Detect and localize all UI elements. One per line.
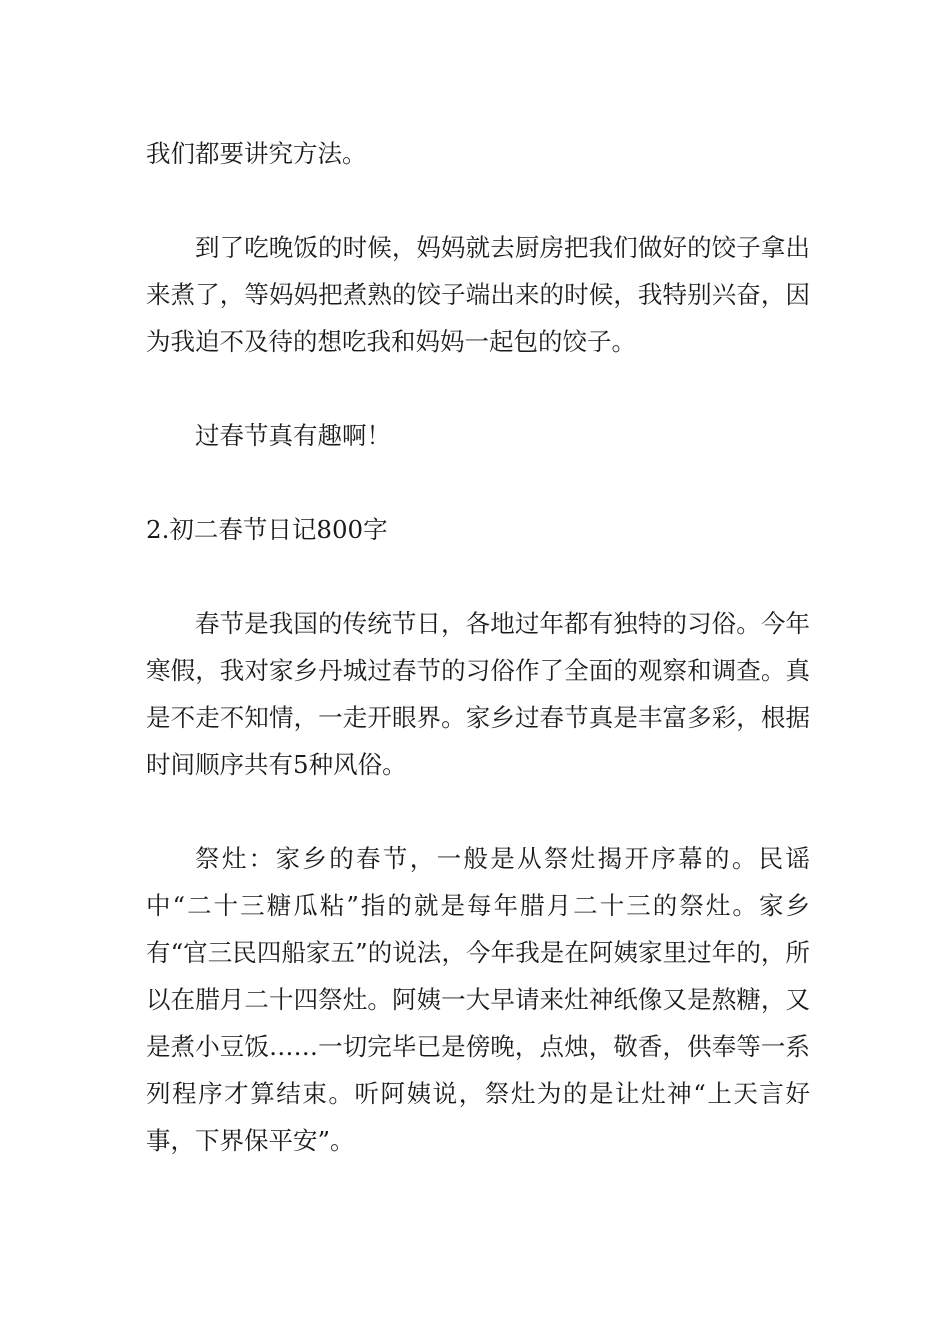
paragraph-dinner: 到了吃晚饭的时候，妈妈就去厨房把我们做好的饺子拿出来煮了，等妈妈把煮熟的饺子端出来的时候，我特别兴奋，因为我迫不及待的想吃我和妈妈一起包的饺子。: [146, 233, 810, 356]
section-heading: 2.初二春节日记800字: [146, 515, 388, 544]
paragraph-continuation: 我们都要讲究方法。: [146, 139, 367, 168]
text-column: [146, 130, 810, 1211]
paragraph-conclusion: 过春节真有趣啊！: [195, 421, 391, 450]
paragraph-jizao: 祭灶：家乡的春节，一般是从祭灶揭开序幕的。民谣中“二十三糖瓜粘”指的就是每年腊月二十三的祭灶。家乡有“官三民四船家五”的说法，今年我是在阿姨家里过年的，所以在腊月二十四祭灶。阿姨一大早请来灶神纸像又是熬糖，又是煮小豆饭……一切完毕已是傍晚，点烛，敬香，供奉等一系列程序才算结束。听阿姨说，祭灶为的是让灶神“上天言好事，下界保平安”。: [146, 844, 810, 1155]
paragraph-intro: 春节是我国的传统节日，各地过年都有独特的习俗。今年寒假，我对家乡丹城过春节的习俗作了全面的观察和调查。真是不走不知情，一走开眼界。家乡过春节真是丰富多彩，根据时间顺序共有5种风俗。: [146, 609, 810, 779]
